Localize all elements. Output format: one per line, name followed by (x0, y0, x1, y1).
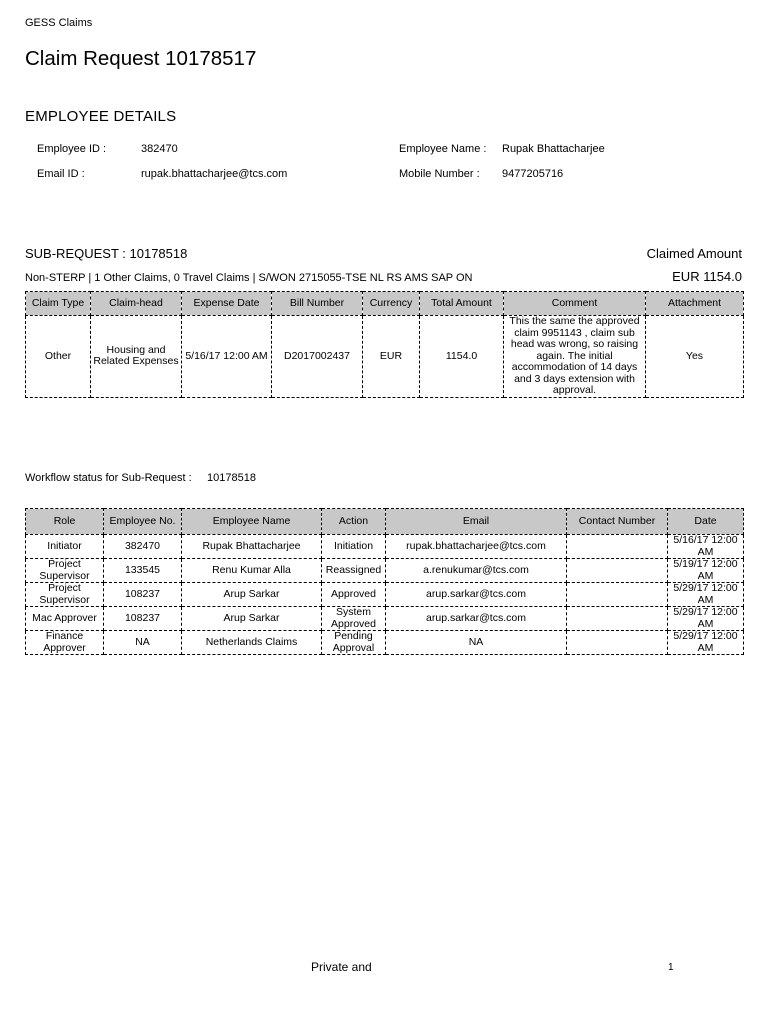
table-row (26, 607, 744, 631)
employee-no-cell: 133545 (104, 559, 182, 583)
employee-name-cell: Arup Sarkar (182, 607, 322, 631)
attachment-cell: Yes (646, 316, 744, 398)
column-header: Employee No. (104, 509, 182, 535)
date-cell: 5/29/17 12:00 AM (668, 631, 744, 655)
email-cell: rupak.bhattacharjee@tcs.com (386, 535, 567, 559)
email-id-value: rupak.bhattacharjee@tcs.com (141, 168, 288, 180)
column-header: Claim-head (91, 292, 182, 316)
footer-text: Private and (311, 960, 372, 974)
column-header: Total Amount (420, 292, 504, 316)
email-id-label: Email ID : (37, 168, 85, 180)
contact-number-cell (567, 583, 668, 607)
column-header: Comment (504, 292, 646, 316)
employee-name-cell: Netherlands Claims (182, 631, 322, 655)
workflow-status-label: Workflow status for Sub-Request : (25, 472, 192, 484)
action-cell: Pending Approval (322, 631, 386, 655)
sub-request-summary: Non-STERP | 1 Other Claims, 0 Travel Claims | S/WON 2715055-TSE NL RS AMS SAP ON (25, 272, 473, 284)
contact-number-cell (567, 607, 668, 631)
employee-name-cell: Arup Sarkar (182, 583, 322, 607)
table-row (26, 559, 744, 583)
expense-date-cell: 5/16/17 12:00 AM (182, 316, 272, 398)
table-row (26, 583, 744, 607)
column-header: Employee Name (182, 509, 322, 535)
column-header: Date (668, 509, 744, 535)
date-cell: 5/19/17 12:00 AM (668, 559, 744, 583)
table-row (26, 631, 744, 655)
column-header: Expense Date (182, 292, 272, 316)
contact-number-cell (567, 631, 668, 655)
employee-name-cell: Rupak Bhattacharjee (182, 535, 322, 559)
action-cell: Reassigned (322, 559, 386, 583)
mobile-number-label: Mobile Number : (399, 168, 480, 180)
role-cell: Finance Approver (26, 631, 104, 655)
employee-name-cell: Renu Kumar Alla (182, 559, 322, 583)
workflow-table (25, 508, 744, 655)
page-title: Claim Request 10178517 (25, 47, 257, 70)
email-cell: arup.sarkar@tcs.com (386, 607, 567, 631)
claims-header-row (26, 292, 744, 316)
mobile-number-value: 9477205716 (502, 168, 564, 180)
role-cell: Project Supervisor (26, 559, 104, 583)
claim-type-cell: Other (26, 316, 91, 398)
role-cell: Initiator (26, 535, 104, 559)
email-cell: NA (386, 631, 567, 655)
total-amount-cell: 1154.0 (420, 316, 504, 398)
employee-id-label: Employee ID : (37, 143, 107, 155)
role-cell: Project Supervisor (26, 583, 104, 607)
date-cell: 5/29/17 12:00 AM (668, 583, 744, 607)
sub-request-title: SUB-REQUEST : 10178518 (25, 246, 188, 261)
column-header: Currency (363, 292, 420, 316)
currency-cell: EUR (363, 316, 420, 398)
employee-name-value: Rupak Bhattacharjee (502, 143, 605, 155)
date-cell: 5/16/17 12:00 AM (668, 535, 744, 559)
employee-no-cell: 108237 (104, 607, 182, 631)
column-header: Role (26, 509, 104, 535)
employee-no-cell: NA (104, 631, 182, 655)
claimed-amount-label: Claimed Amount (646, 246, 742, 261)
column-header: Email (386, 509, 567, 535)
column-header: Attachment (646, 292, 744, 316)
action-cell: Approved (322, 583, 386, 607)
column-header: Claim Type (26, 292, 91, 316)
employee-no-cell: 382470 (104, 535, 182, 559)
page-number: 1 (668, 962, 674, 973)
action-cell: Initiation (322, 535, 386, 559)
bill-number-cell: D2017002437 (272, 316, 363, 398)
contact-number-cell (567, 559, 668, 583)
employee-details-heading: EMPLOYEE DETAILS (25, 108, 177, 125)
role-cell: Mac Approver (26, 607, 104, 631)
email-cell: a.renukumar@tcs.com (386, 559, 567, 583)
date-cell: 5/29/17 12:00 AM (668, 607, 744, 631)
claims-table (25, 291, 744, 398)
comment-cell: This the same the approved claim 9951143 , claim sub head was wrong, so raising again. The initial accommodation of 14 days and 3 days extension with approval. (504, 316, 646, 398)
table-row (26, 535, 744, 559)
employee-name-label: Employee Name : (399, 143, 487, 155)
column-header: Contact Number (567, 509, 668, 535)
workflow-header-row (26, 509, 744, 535)
claimed-amount-value: EUR 1154.0 (672, 269, 742, 284)
workflow-sub-request-id: 10178518 (207, 472, 256, 484)
column-header: Bill Number (272, 292, 363, 316)
table-row (26, 316, 744, 398)
column-header: Action (322, 509, 386, 535)
email-cell: arup.sarkar@tcs.com (386, 583, 567, 607)
contact-number-cell (567, 535, 668, 559)
employee-id-value: 382470 (141, 143, 178, 155)
app-title: GESS Claims (25, 17, 93, 29)
employee-no-cell: 108237 (104, 583, 182, 607)
claim-head-cell: Housing and Related Expenses (91, 316, 182, 398)
action-cell: System Approved (322, 607, 386, 631)
